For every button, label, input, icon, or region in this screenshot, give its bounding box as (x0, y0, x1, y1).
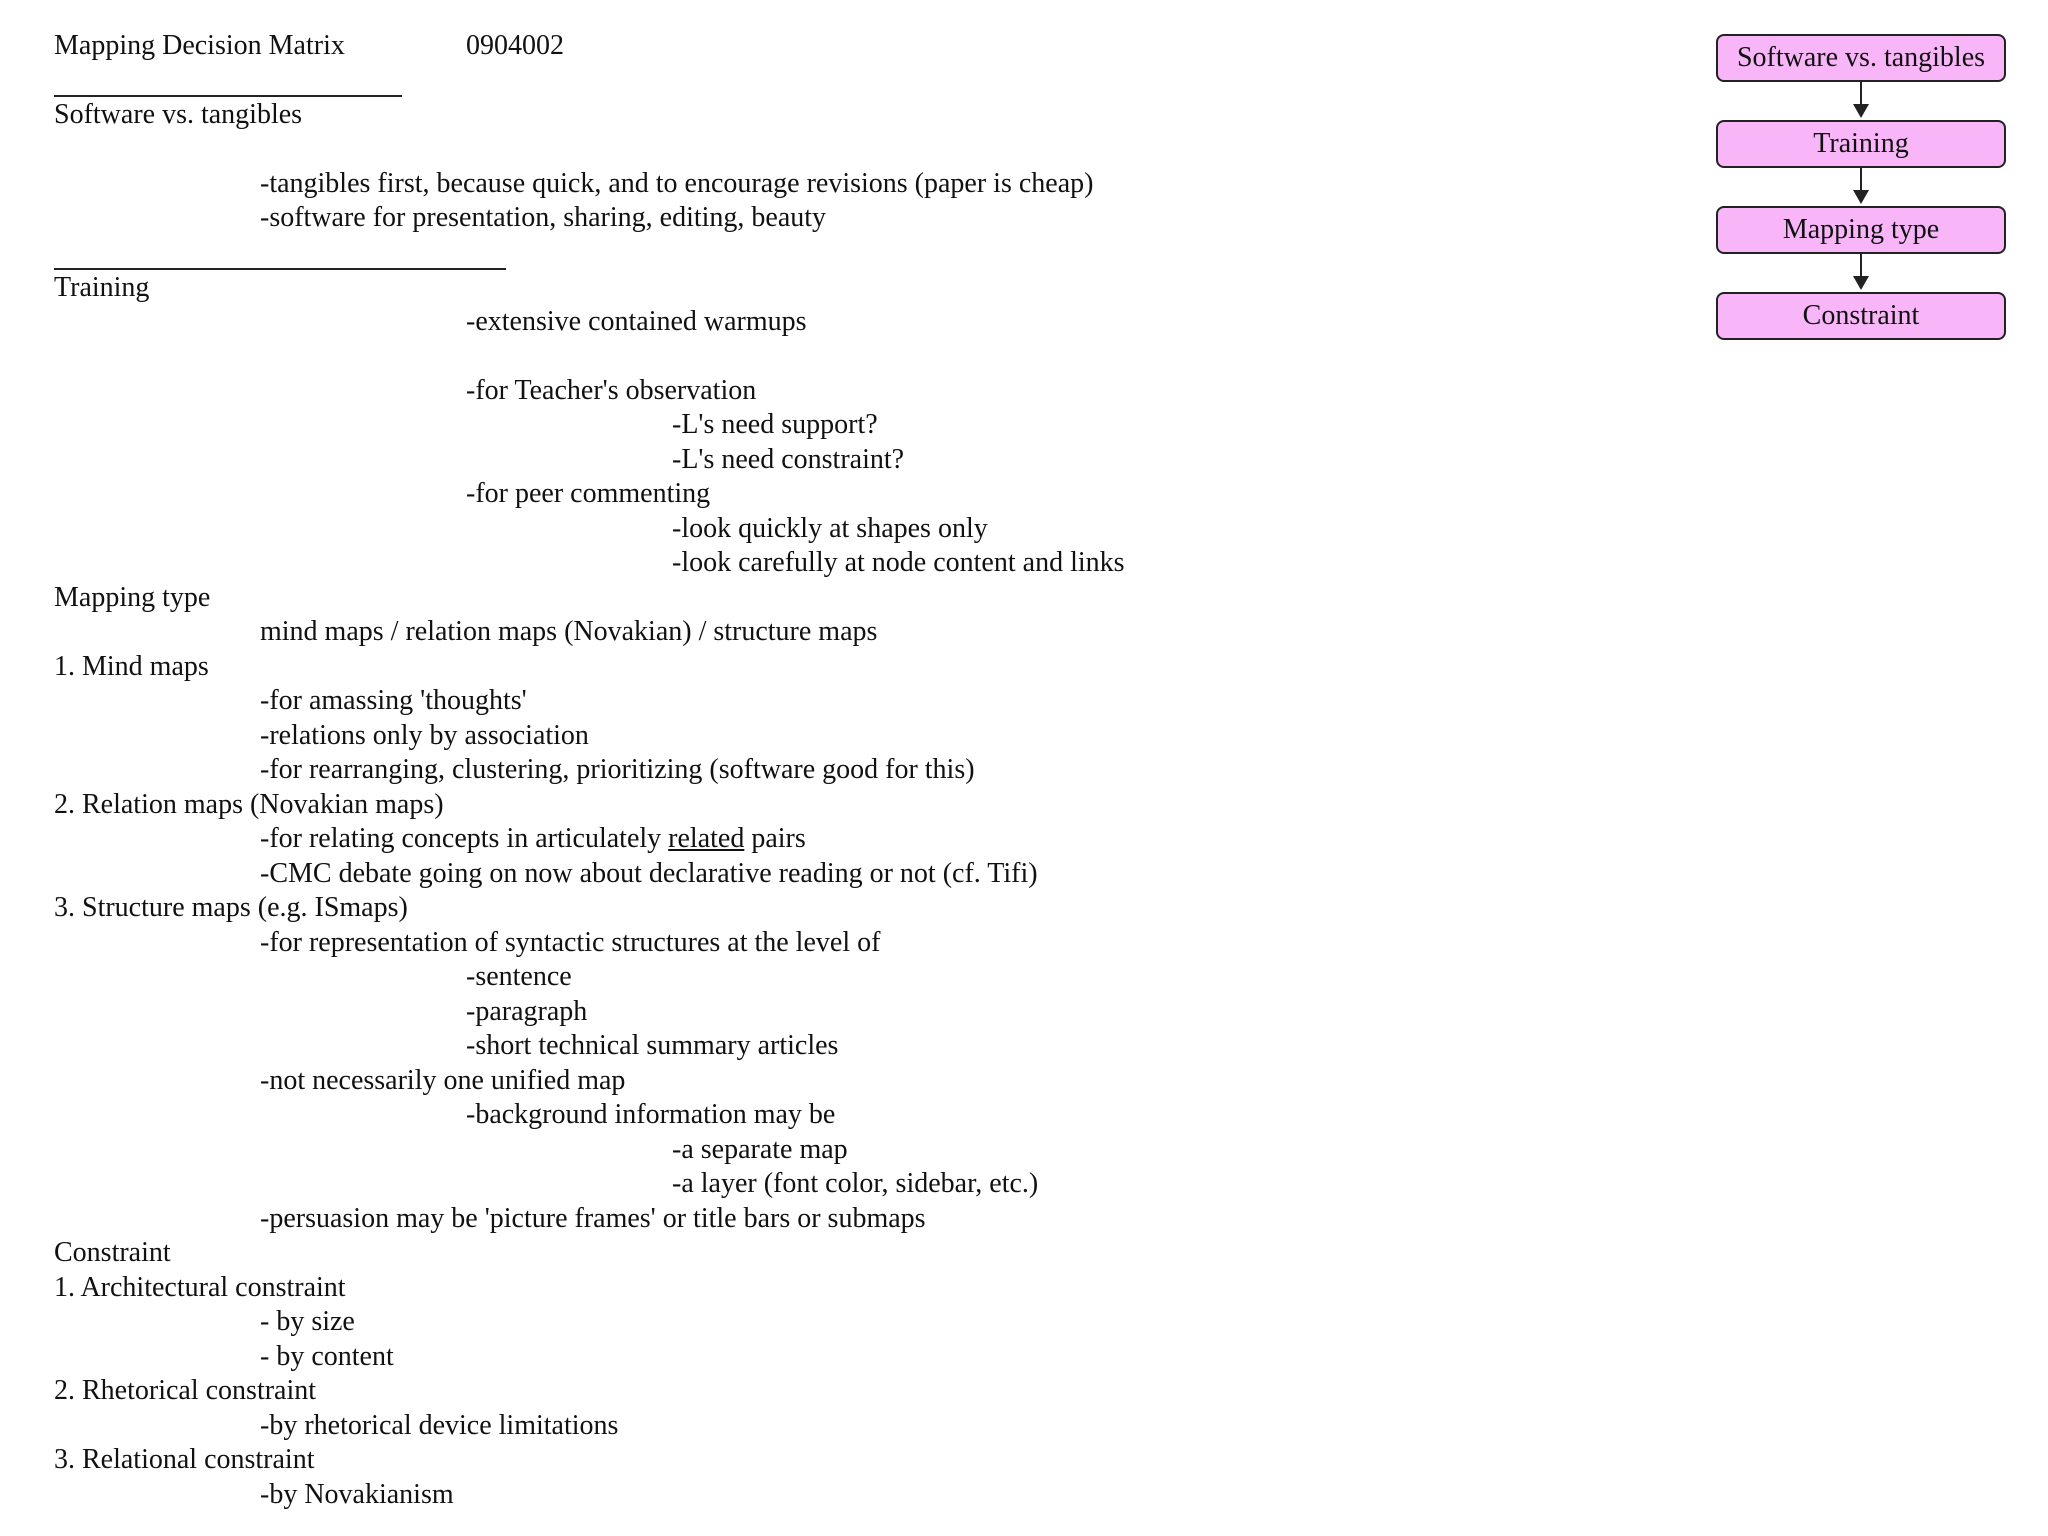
relation-suffix-text: pairs (744, 823, 806, 854)
flowchart-arrow (1860, 254, 1862, 292)
software-item: -software for presentation, sharing, editing, beauty (260, 202, 827, 233)
training-subitem: -look carefully at node content and links (672, 547, 1125, 578)
relation-maps-item: -CMC debate going on now about declarative reading or not (cf. Tifi) (260, 858, 1038, 889)
section-heading-constraint: Constraint (54, 1237, 171, 1268)
related-underlined-text: related (668, 823, 745, 854)
structure-maps-heading: 3. Structure maps (e.g. ISmaps) (54, 892, 408, 923)
structure-option-item: -a layer (font color, sidebar, etc.) (672, 1168, 1039, 1199)
relation-prefix-text: -for relating concepts in articulately (260, 823, 669, 854)
rhetorical-constraint-item: -by rhetorical device limitations (260, 1410, 619, 1441)
flowchart-node-mapping-type[interactable]: Mapping type (1716, 206, 2006, 254)
mind-maps-item: -relations only by association (260, 720, 589, 751)
section-heading-mapping: Mapping type (54, 582, 211, 613)
software-item: -tangibles first, because quick, and to encourage revisions (paper is cheap) (260, 168, 1094, 199)
flowchart (1716, 34, 2010, 344)
mapping-types-line: mind maps / relation maps (Novakian) / structure maps (260, 616, 878, 647)
mind-maps-item: -for amassing 'thoughts' (260, 685, 527, 716)
structure-level-item: -short technical summary articles (466, 1030, 839, 1061)
training-item: -extensive contained warmups (466, 306, 807, 337)
document-title: Mapping Decision Matrix (54, 30, 345, 61)
section-divider (54, 268, 506, 270)
relation-maps-heading: 2. Relation maps (Novakian maps) (54, 789, 444, 820)
architectural-constraint-heading: 1. Architectural constraint (54, 1272, 346, 1303)
flowchart-arrow (1860, 82, 1862, 120)
structure-background-item: -background information may be (466, 1099, 836, 1130)
structure-maps-item: -for representation of syntactic structures at the level of (260, 927, 881, 958)
flowchart-node-software[interactable]: Software vs. tangibles (1716, 34, 2006, 82)
training-subitem: -look quickly at shapes only (672, 513, 988, 544)
training-subitem: -L's need constraint? (672, 444, 905, 475)
structure-option-item: -a separate map (672, 1134, 848, 1165)
architectural-constraint-item: - by content (260, 1341, 394, 1372)
flowchart-arrow (1860, 168, 1862, 206)
relation-maps-item (260, 822, 806, 856)
training-item: -for Teacher's observation (466, 375, 757, 406)
document-id: 0904002 (466, 30, 564, 61)
architectural-constraint-item: - by size (260, 1306, 355, 1337)
structure-maps-item: -not necessarily one unified map (260, 1065, 626, 1096)
structure-maps-item: -persuasion may be 'picture frames' or title bars or submaps (260, 1203, 926, 1234)
mind-maps-item: -for rearranging, clustering, prioritizing (software good for this) (260, 754, 975, 785)
structure-level-item: -sentence (466, 961, 572, 992)
training-subitem: -L's need support? (672, 409, 878, 440)
section-divider (54, 95, 402, 97)
training-item: -for peer commenting (466, 478, 711, 509)
structure-level-item: -paragraph (466, 996, 588, 1027)
flowchart-node-training[interactable]: Training (1716, 120, 2006, 168)
mind-maps-heading: 1. Mind maps (54, 651, 209, 682)
section-heading-training: Training (54, 272, 150, 303)
relational-constraint-item: -by Novakianism (260, 1479, 454, 1510)
rhetorical-constraint-heading: 2. Rhetorical constraint (54, 1375, 317, 1406)
section-heading-software: Software vs. tangibles (54, 99, 303, 130)
relational-constraint-heading: 3. Relational constraint (54, 1444, 315, 1475)
flowchart-node-constraint[interactable]: Constraint (1716, 292, 2006, 340)
